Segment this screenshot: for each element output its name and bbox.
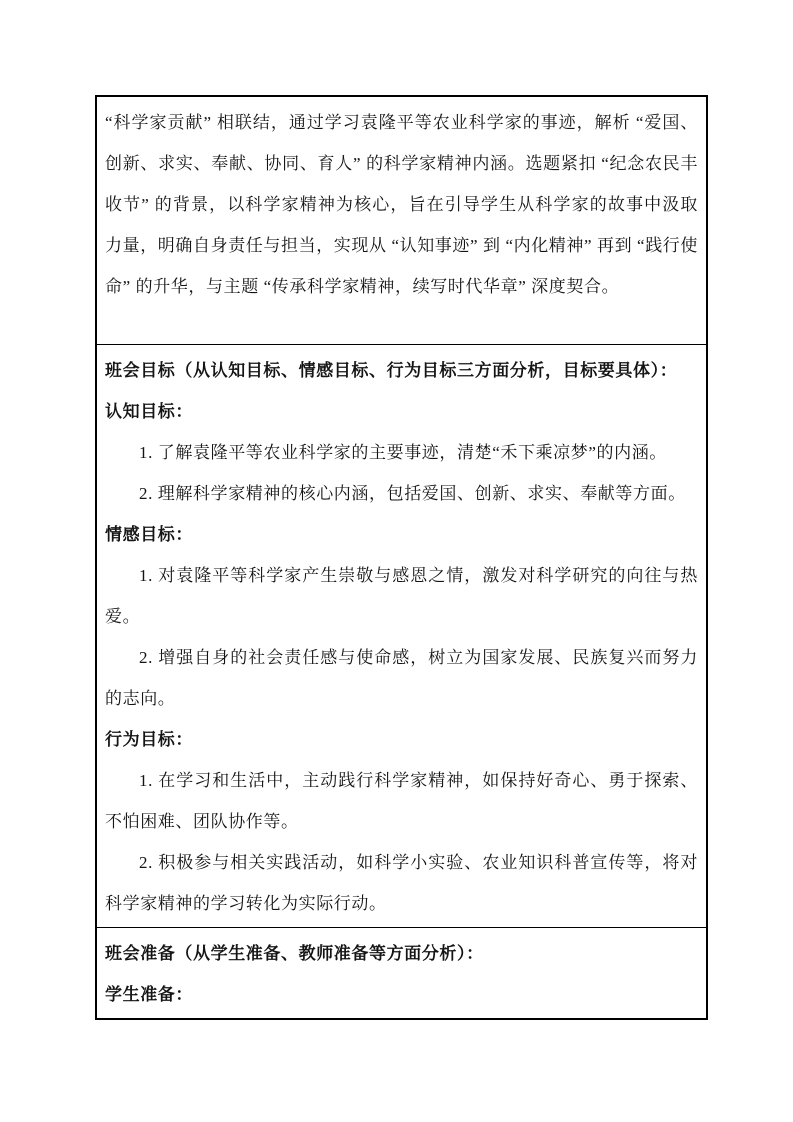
cognitive-goals-heading: 认知目标： [105, 402, 193, 421]
goals-section-heading: 班会目标（从认知目标、情感目标、行为目标三方面分析，目标要具体）： [105, 361, 678, 380]
table-row-theme-analysis [97, 97, 706, 345]
cognitive-goal-2: 2. 理解科学家精神的核心内涵，包括爱国、创新、求实、奉献等方面。 [139, 484, 686, 503]
emotional-goal-2: 2. 增强自身的社会责任感与使命感，树立为国家发展、民族复兴而努力的志向。 [105, 648, 698, 708]
behavioral-goal-2: 2. 积极参与相关实践活动，如科学小实验、农业知识科普宣传等，将对科学家精神的学习转化为实际行动。 [105, 853, 698, 913]
emotional-goals-heading: 情感目标： [105, 525, 193, 544]
behavioral-goals-heading: 行为目标： [105, 730, 193, 749]
table-row-meeting-goals [97, 345, 706, 928]
lesson-plan-table [95, 95, 708, 1020]
theme-analysis-text: “科学家贡献” 相联结，通过学习袁隆平等农业科学家的事迹，解析 “爱国、创新、求实、奉献、协同、育人” 的科学家精神内涵。选题紧扣 “纪念农民丰收节” 的背景，以科学家精神为核心，旨在引导学生从科学家的故事中汲取力量，明确自身责任与担当，实现从 “认知事迹” 到 “内化精神” 再到 “践行使命” 的升华，与主题 “传承科学家精神，续写时代华章” 深度契合。 [105, 113, 698, 296]
emotional-goal-1: 1. 对袁隆平等科学家产生崇敬与感恩之情，激发对科学研究的向往与热爱。 [105, 566, 698, 626]
student-preparation-heading: 学生准备： [105, 985, 193, 1004]
cognitive-goal-1: 1. 了解袁隆平等农业科学家的主要事迹，清楚“禾下乘凉梦”的内涵。 [139, 443, 667, 462]
table-row-meeting-preparation [97, 928, 706, 1018]
preparation-section-heading: 班会准备（从学生准备、教师准备等方面分析）： [105, 944, 484, 963]
behavioral-goal-1: 1. 在学习和生活中，主动践行科学家精神，如保持好奇心、勇于探索、不怕困难、团队协作等。 [105, 771, 698, 831]
